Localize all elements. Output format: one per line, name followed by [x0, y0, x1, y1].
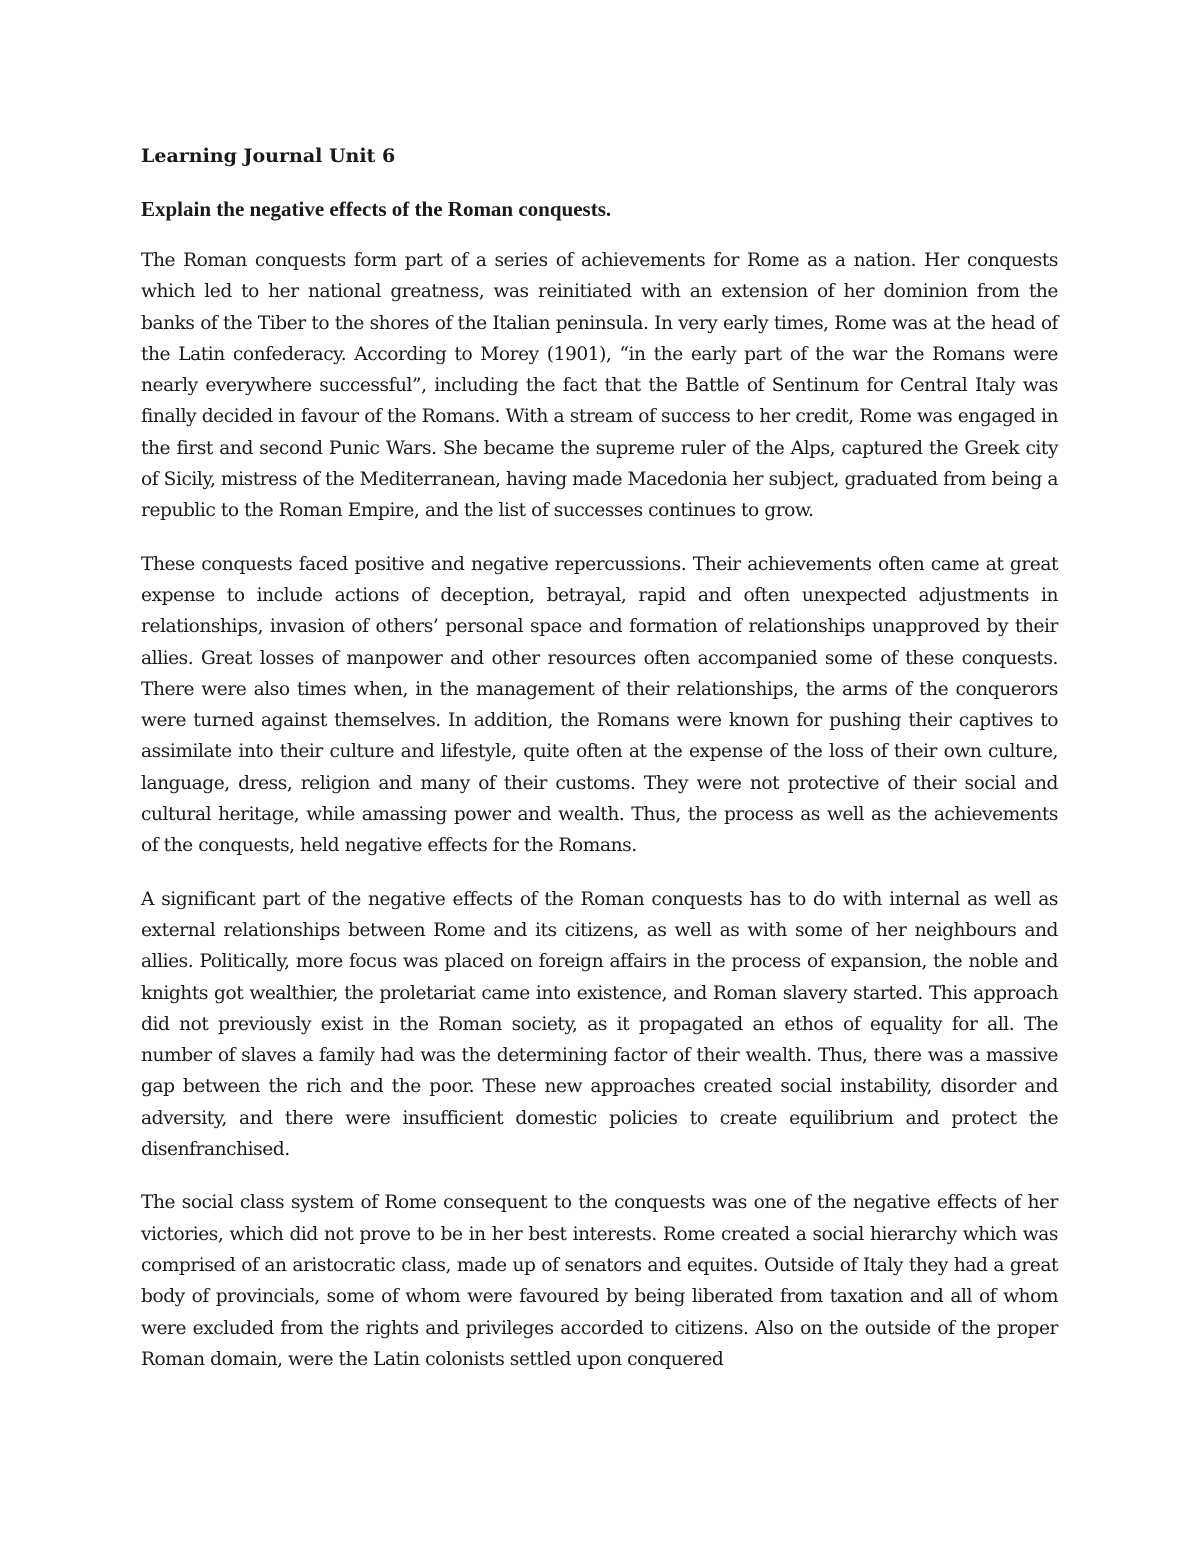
paragraph-4: The social class system of Rome consequent to the conquests was one of the negative effects of her victories, which did not prove to be in her best interests. Rome created a social hierarchy which was comprised of an aristocratic class, made up of senators and equites. Outside of Italy they had a great body of provincials, some of whom were favoured by being liberated from taxation and all of whom were excluded from the rights and privileges accorded to citizens. Also on the outside of the proper Roman domain, were the Latin colonists settled upon conquered	[141, 1192, 1058, 1370]
document-page	[141, 141, 1058, 1397]
question-heading: Explain the negative effects of the Roman conquests.	[141, 197, 612, 221]
paragraph-3: A significant part of the negative effects of the Roman conquests has to do with internal as well as external relationships between Rome and its citizens, as well as with some of her neighbours and allies. Politically, more focus was placed on foreign affairs in the process of expansion, the noble and knights got wealthier, the proletariat came into existence, and Roman slavery started. This approach did not previously exist in the Roman society, as it propagated an ethos of equality for all. The number of slaves a family had was the determining factor of their wealth. Thus, there was a massive gap between the rich and the poor. These new approaches created social instability, disorder and adversity, and there were insufficient domestic policies to create equilibrium and protect the disenfranchised.	[141, 888, 1058, 1161]
paragraph-2: These conquests faced positive and negative repercussions. Their achievements often came at great expense to include actions of deception, betrayal, rapid and often unexpected adjustments in relationships, invasion of others’ personal space and formation of relationships unapproved by their allies. Great losses of manpower and other resources often accompanied some of these conquests. There were also times when, in the management of their relationships, the arms of the conquerors were turned against themselves. In addition, the Romans were known for pushing their captives to assimilate into their culture and lifestyle, quite often at the expense of the loss of their own culture, language, dress, religion and many of their customs. They were not protective of their social and cultural heritage, while amassing power and wealth. Thus, the process as well as the achievements of the conquests, held negative effects for the Romans.	[141, 553, 1058, 857]
document-title: Learning Journal Unit 6	[141, 145, 396, 167]
paragraph-1: The Roman conquests form part of a series of achievements for Rome as a nation. Her conquests which led to her national greatness, was reinitiated with an extension of her dominion from the banks of the Tiber to the shores of the Italian peninsula. In very early times, Rome was at the head of the Latin confederacy. According to Morey (1901), “in the early part of the war the Romans were nearly everywhere successful”, including the fact that the Battle of Sentinum for Central Italy was finally decided in favour of the Romans. With a stream of success to her credit, Rome was engaged in the first and second Punic Wars. She became the supreme ruler of the Alps, captured the Greek city of Sicily, mistress of the Mediterranean, having made Macedonia her subject, graduated from being a republic to the Roman Empire, and the list of successes continues to grow.	[141, 250, 1058, 522]
